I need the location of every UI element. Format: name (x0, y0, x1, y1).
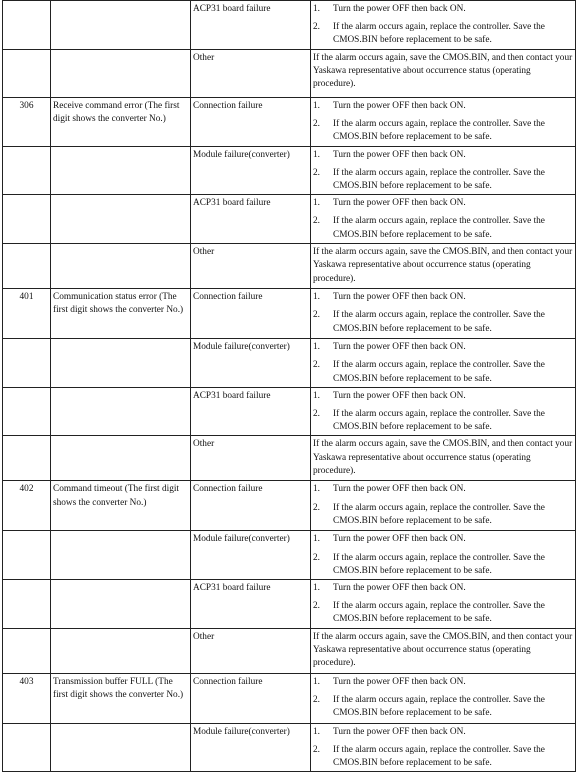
cause-cell (191, 387, 311, 436)
step-text: If the alarm occurs again, replace the controller. Save the CMOS.BIN before replacement to be safe. (333, 601, 545, 625)
remedy-cell (311, 580, 576, 629)
alarm-code-cell (3, 195, 51, 244)
alarm-description: Command timeout (The first digit shows the converter No.) (53, 484, 180, 508)
remedy-steps (313, 197, 573, 242)
cause-cell (191, 481, 311, 531)
remedy-step (313, 215, 573, 241)
cause-text: ACP31 board failure (193, 198, 271, 209)
step-number: 2. (313, 216, 320, 227)
alarm-code-cell (3, 1, 51, 50)
alarm-description-cell (51, 49, 191, 97)
step-number: 1. (313, 726, 320, 737)
remedy-cell (311, 339, 576, 388)
remedy-step (313, 502, 573, 528)
step-number: 2. (313, 502, 320, 513)
remedy-note: If the alarm occurs again, save the CMOS.BIN, and then contact your Yaskawa representative about occurrence status (operating procedure). (313, 439, 573, 476)
remedy-steps (313, 100, 573, 145)
step-text: Turn the power OFF then back ON. (333, 100, 466, 111)
alarm-description-cell (51, 481, 191, 531)
remedy-note: If the alarm occurs again, save the CMOS.BIN, and then contact your Yaskawa representative about occurrence status (operating procedure). (313, 631, 573, 669)
step-number: 1. (313, 100, 320, 111)
cause-cell (191, 673, 311, 723)
remedy-steps (313, 149, 573, 194)
step-text: If the alarm occurs again, replace the controller. Save the CMOS.BIN before replacement to be safe. (333, 167, 545, 192)
step-text: Turn the power OFF then back ON. (333, 4, 466, 14)
step-number: 1. (313, 198, 320, 209)
step-text: If the alarm occurs again, replace the controller. Save the CMOS.BIN before replacement to be safe. (333, 216, 545, 240)
remedy-step (313, 582, 573, 595)
alarm-code: 306 (19, 100, 34, 111)
alarm-description-cell (51, 1, 191, 50)
table-row (3, 723, 576, 772)
table-row (3, 436, 576, 481)
alarm-description: Transmission buffer FULL (The first digit shows the converter No.) (53, 676, 184, 700)
step-number: 1. (313, 4, 320, 14)
alarm-description-cell (51, 673, 191, 723)
step-number: 2. (313, 118, 320, 129)
step-number: 2. (313, 552, 320, 563)
remedy-step (313, 744, 573, 770)
cause-cell (191, 339, 311, 388)
remedy-note: If the alarm occurs again, save the CMOS.BIN, and then contact your Yaskawa representative about occurrence status (operating procedure). (313, 52, 573, 90)
step-number: 2. (313, 601, 320, 612)
table-row (3, 339, 576, 388)
step-text: If the alarm occurs again, replace the controller. Save the CMOS.BIN before replacement to be safe. (333, 22, 545, 46)
cause-cell (191, 195, 311, 244)
cause-cell (191, 436, 311, 481)
remedy-step (313, 533, 573, 546)
alarm-description-cell (51, 195, 191, 244)
alarm-code-cell (3, 531, 51, 580)
cause-text: Module failure(converter) (193, 149, 290, 160)
step-text: Turn the power OFF then back ON. (333, 292, 466, 303)
step-number: 2. (313, 744, 320, 755)
remedy-step (313, 359, 573, 385)
step-number: 1. (313, 149, 320, 160)
alarm-description-cell (51, 628, 191, 673)
alarm-code-cell (3, 628, 51, 673)
cause-cell (191, 1, 311, 50)
alarm-description-cell (51, 244, 191, 289)
alarm-description-cell (51, 723, 191, 772)
table-row (3, 146, 576, 195)
step-number: 1. (313, 534, 320, 545)
remedy-step (313, 341, 573, 354)
cause-cell (191, 97, 311, 146)
step-text: Turn the power OFF then back ON. (333, 390, 466, 401)
remedy-cell (311, 531, 576, 580)
cause-text: Other (193, 439, 215, 450)
alarm-code: 401 (19, 292, 34, 303)
remedy-cell (311, 244, 576, 289)
step-number: 1. (313, 390, 320, 401)
step-text: If the alarm occurs again, replace the controller. Save the CMOS.BIN before replacement to be safe. (333, 310, 545, 334)
alarm-code-cell (3, 387, 51, 436)
cause-text: Module failure(converter) (193, 726, 290, 737)
alarm-description-cell (51, 531, 191, 580)
remedy-steps (313, 341, 573, 386)
remedy-cell (311, 97, 576, 146)
step-number: 2. (313, 409, 320, 420)
step-text: Turn the power OFF then back ON. (333, 149, 466, 160)
table-row (3, 1, 576, 50)
remedy-step (313, 291, 573, 304)
remedy-note: If the alarm occurs again, save the CMOS.BIN, and then contact your Yaskawa representative about occurrence status (operating procedure). (313, 247, 573, 284)
remedy-steps (313, 390, 573, 435)
remedy-step (313, 390, 573, 403)
alarm-description-cell (51, 580, 191, 629)
cause-text: Module failure(converter) (193, 342, 290, 353)
cause-text: ACP31 board failure (193, 390, 271, 401)
remedy-step (313, 552, 573, 578)
step-text: If the alarm occurs again, replace the controller. Save the CMOS.BIN before replacement to be safe. (333, 502, 545, 526)
cause-cell (191, 580, 311, 629)
remedy-cell (311, 723, 576, 772)
cause-cell (191, 244, 311, 289)
remedy-step (313, 118, 573, 144)
alarm-remedy-table (2, 0, 576, 772)
alarm-description: Receive command error (The first digit shows the converter No.) (53, 100, 180, 124)
remedy-cell (311, 628, 576, 673)
step-text: If the alarm occurs again, replace the controller. Save the CMOS.BIN before replacement to be safe. (333, 552, 545, 576)
step-text: Turn the power OFF then back ON. (333, 676, 466, 687)
step-text: If the alarm occurs again, replace the controller. Save the CMOS.BIN before replacement to be safe. (333, 360, 545, 384)
cause-text: Connection failure (193, 100, 263, 111)
step-text: If the alarm occurs again, replace the controller. Save the CMOS.BIN before replacement to be safe. (333, 409, 545, 433)
cause-text: ACP31 board failure (193, 4, 271, 14)
step-number: 1. (313, 342, 320, 353)
remedy-step (313, 694, 573, 720)
table-row (3, 387, 576, 436)
remedy-step (313, 197, 573, 210)
table-row (3, 97, 576, 146)
table-row (3, 289, 576, 339)
table-row (3, 580, 576, 629)
alarm-code-cell (3, 673, 51, 723)
alarm-code-cell (3, 436, 51, 481)
remedy-step (313, 100, 573, 113)
table-row (3, 628, 576, 673)
cause-text: ACP31 board failure (193, 583, 271, 594)
table-row (3, 673, 576, 723)
cause-text: Other (193, 631, 215, 642)
table-row (3, 195, 576, 244)
remedy-step (313, 3, 573, 16)
remedy-step (313, 21, 573, 47)
alarm-description-cell (51, 387, 191, 436)
cause-text: Connection failure (193, 484, 263, 495)
step-number: 2. (313, 360, 320, 371)
table-row (3, 49, 576, 97)
alarm-code-cell (3, 97, 51, 146)
remedy-steps (313, 533, 573, 578)
alarm-description-cell (51, 146, 191, 195)
step-number: 2. (313, 310, 320, 321)
remedy-step (313, 726, 573, 739)
cause-text: Other (193, 247, 215, 258)
cause-cell (191, 146, 311, 195)
alarm-description-cell (51, 97, 191, 146)
remedy-cell (311, 387, 576, 436)
step-number: 1. (313, 583, 320, 594)
remedy-cell (311, 146, 576, 195)
alarm-description-cell (51, 289, 191, 339)
table-row (3, 481, 576, 531)
cause-cell (191, 628, 311, 673)
remedy-step (313, 483, 573, 496)
remedy-step (313, 167, 573, 193)
cause-text: Connection failure (193, 676, 263, 687)
remedy-step (313, 676, 573, 689)
remedy-step (313, 149, 573, 162)
alarm-code-cell (3, 244, 51, 289)
cause-text: Connection failure (193, 292, 263, 303)
step-text: Turn the power OFF then back ON. (333, 534, 466, 545)
alarm-code: 403 (19, 676, 34, 687)
remedy-cell (311, 436, 576, 481)
table-row (3, 244, 576, 289)
step-text: Turn the power OFF then back ON. (333, 484, 466, 495)
step-number: 2. (313, 694, 320, 705)
alarm-code-cell (3, 339, 51, 388)
remedy-steps (313, 291, 573, 336)
step-text: Turn the power OFF then back ON. (333, 198, 466, 209)
alarm-description-cell (51, 339, 191, 388)
step-text: Turn the power OFF then back ON. (333, 342, 466, 353)
alarm-table-body (3, 1, 576, 772)
cause-cell (191, 723, 311, 772)
cause-text: Module failure(converter) (193, 534, 290, 545)
step-number: 1. (313, 676, 320, 687)
cause-cell (191, 289, 311, 339)
remedy-cell (311, 49, 576, 97)
alarm-code-cell (3, 49, 51, 97)
remedy-cell (311, 289, 576, 339)
table-row (3, 531, 576, 580)
alarm-description: Communication status error (The first digit shows the converter No.) (53, 292, 184, 316)
remedy-steps (313, 3, 573, 48)
remedy-steps (313, 582, 573, 627)
step-text: If the alarm occurs again, replace the controller. Save the CMOS.BIN before replacement to be safe. (333, 118, 545, 143)
remedy-step (313, 309, 573, 335)
cause-cell (191, 49, 311, 97)
step-text: If the alarm occurs again, replace the controller. Save the CMOS.BIN before replacement to be safe. (333, 694, 545, 719)
step-text: Turn the power OFF then back ON. (333, 726, 466, 737)
step-text: Turn the power OFF then back ON. (333, 583, 466, 594)
alarm-code-cell (3, 289, 51, 339)
step-number: 2. (313, 167, 320, 178)
step-number: 1. (313, 484, 320, 495)
remedy-cell (311, 195, 576, 244)
alarm-code-cell (3, 146, 51, 195)
remedy-cell (311, 673, 576, 723)
alarm-code-cell (3, 723, 51, 772)
step-number: 2. (313, 22, 320, 33)
step-number: 1. (313, 292, 320, 303)
alarm-code: 402 (19, 484, 34, 495)
remedy-step (313, 600, 573, 626)
alarm-code-cell (3, 481, 51, 531)
alarm-description-cell (51, 436, 191, 481)
remedy-steps (313, 483, 573, 528)
remedy-steps (313, 676, 573, 721)
cause-text: Other (193, 52, 215, 63)
remedy-steps (313, 726, 573, 771)
remedy-step (313, 408, 573, 434)
remedy-cell (311, 1, 576, 50)
remedy-cell (311, 481, 576, 531)
cause-cell (191, 531, 311, 580)
alarm-code-cell (3, 580, 51, 629)
step-text: If the alarm occurs again, replace the controller. Save the CMOS.BIN before replacement to be safe. (333, 744, 545, 769)
